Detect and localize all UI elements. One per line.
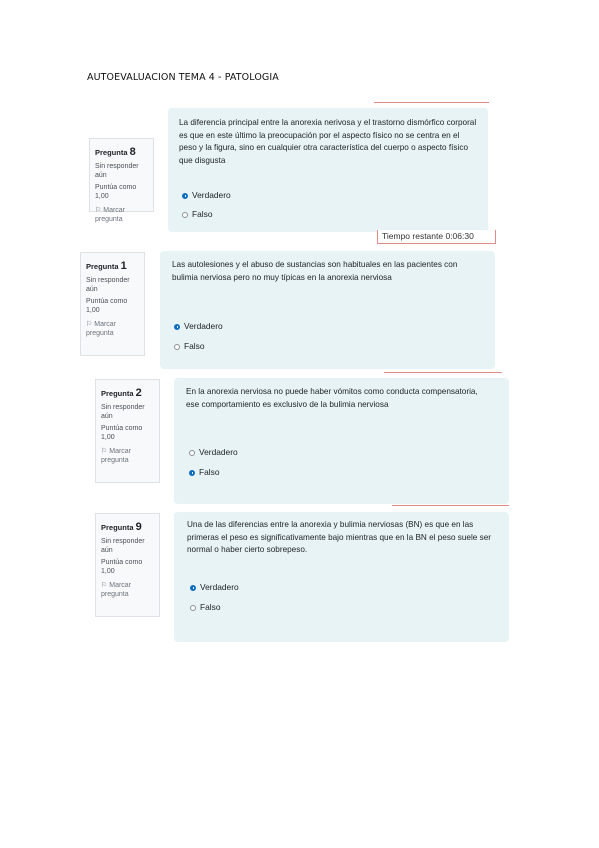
option-falso[interactable]: Falso bbox=[190, 601, 220, 614]
question-content bbox=[174, 378, 509, 504]
question-info bbox=[89, 138, 154, 224]
radio-selected-icon[interactable] bbox=[182, 193, 188, 199]
option-verdadero[interactable]: Verdadero bbox=[189, 446, 238, 459]
question-content bbox=[174, 512, 509, 642]
flag-icon: ⚐ bbox=[101, 447, 108, 455]
question-info bbox=[95, 379, 160, 483]
radio-empty-icon[interactable] bbox=[182, 212, 188, 218]
option-verdadero[interactable]: Verdadero bbox=[182, 189, 231, 202]
option-falso[interactable]: Falso bbox=[189, 466, 219, 479]
snippet-edge bbox=[392, 505, 509, 506]
flag-question-link[interactable]: ⚐ Marcar pregunta bbox=[101, 447, 132, 465]
radio-selected-icon[interactable] bbox=[174, 324, 180, 330]
flag-question-link[interactable]: ⚐ Marcar pregunta bbox=[86, 320, 117, 338]
question-score: Puntúa como 1,00 bbox=[95, 183, 137, 201]
radio-empty-icon[interactable] bbox=[174, 344, 180, 350]
snippet-edge bbox=[384, 372, 502, 373]
option-falso[interactable]: Falso bbox=[174, 340, 204, 353]
question-number: Pregunta 9 bbox=[101, 521, 142, 533]
document-title: AUTOEVALUACION TEMA 4 - PATOLOGIA bbox=[87, 72, 279, 83]
flag-icon: ⚐ bbox=[101, 581, 108, 589]
option-verdadero[interactable]: Verdadero bbox=[174, 320, 223, 333]
option-falso[interactable]: Falso bbox=[182, 208, 212, 221]
question-status: Sin responder aún bbox=[101, 537, 145, 555]
question-score: Puntúa como 1,00 bbox=[101, 424, 143, 442]
question-number: Pregunta 8 bbox=[95, 146, 136, 158]
time-remaining: Tiempo restante 0:06:30 bbox=[377, 230, 496, 244]
flag-icon: ⚐ bbox=[86, 320, 93, 328]
flag-icon: ⚐ bbox=[95, 206, 102, 214]
radio-empty-icon[interactable] bbox=[189, 450, 195, 456]
question-text: La diferencia principal entre la anorexia nerivosa y el trastorno dismórfico corporal es que en este último la preocupación por el aspecto físico no se centra en el peso y la figura, sino en cualquier otra característica del cuerpo o aspecto físico que disgusta bbox=[179, 118, 477, 166]
snippet-edge bbox=[374, 102, 489, 103]
question-text: Una de las diferencias entre la anorexia y bulimia nerviosas (BN) es que en las primeras el peso es significativamente bajo mientras que en la BN el peso suele ser normal o haber cierto sobrepeso. bbox=[187, 520, 492, 555]
question-number: Pregunta 1 bbox=[86, 260, 127, 272]
question-info bbox=[95, 513, 160, 617]
question-status: Sin responder aún bbox=[95, 162, 139, 180]
question-content bbox=[160, 251, 495, 369]
radio-selected-icon[interactable] bbox=[190, 585, 196, 591]
question-status: Sin responder aún bbox=[86, 276, 130, 294]
question-score: Puntúa como 1,00 bbox=[101, 558, 143, 576]
question-info bbox=[80, 252, 145, 356]
flag-question-link[interactable]: ⚐ Marcar pregunta bbox=[95, 206, 126, 224]
question-text: En la anorexia nerviosa no puede haber vómitos como conducta compensatoria, ese comportamiento es exclusivo de la bulimia nerviosa bbox=[186, 387, 478, 409]
option-verdadero[interactable]: Verdadero bbox=[190, 581, 239, 594]
question-number: Pregunta 2 bbox=[101, 387, 142, 399]
question-score: Puntúa como 1,00 bbox=[86, 297, 128, 315]
question-text: Las autolesiones y el abuso de sustancias son habituales en las pacientes con bulimia nerviosa pero no muy típicas en la anorexia nerviosa bbox=[172, 260, 458, 282]
question-content bbox=[168, 108, 488, 232]
question-status: Sin responder aún bbox=[101, 403, 145, 421]
radio-empty-icon[interactable] bbox=[190, 605, 196, 611]
flag-question-link[interactable]: ⚐ Marcar pregunta bbox=[101, 581, 132, 599]
radio-selected-icon[interactable] bbox=[189, 470, 195, 476]
